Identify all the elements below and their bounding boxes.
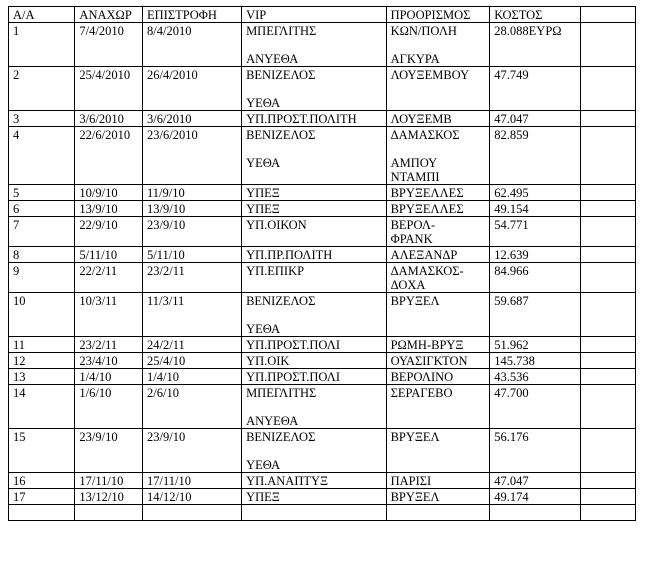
cell-destination-line: ΝΤΑΜΠΙ (390, 170, 440, 184)
cell-return: 5/11/10 (143, 247, 242, 263)
table-row (9, 111, 636, 127)
cell-return: 8/4/2010 (143, 23, 242, 67)
cell-aa: 5 (9, 185, 75, 201)
cell-cost: 43.536 (490, 369, 581, 385)
cell-destination-line: ΒΡΥΞΕΛ (390, 294, 440, 308)
cell-destination-line: ΒΕΡΟΛΙΝΟ (390, 370, 454, 384)
cell-vip-line (246, 506, 383, 520)
cell-aa: 9 (9, 263, 75, 293)
cell-vip (242, 111, 387, 127)
cell-vip-line: ΒΕΝΙΖΕΛΟΣ (246, 68, 316, 82)
cell-departure: 10/3/11 (75, 293, 143, 337)
table-row (9, 293, 636, 337)
cell-return: 11/3/11 (143, 293, 242, 337)
cell-destination-line (391, 38, 487, 52)
cell-return: 23/9/10 (143, 217, 242, 247)
cell-extra (581, 353, 636, 369)
cell-destination-line: ΠΑΡΙΣΙ (390, 474, 432, 488)
cell-destination-line: ΒΡΥΞΕΛ (390, 490, 440, 504)
cell-destination-line (391, 506, 487, 520)
table-row (9, 127, 636, 185)
cell-cost: 145.738 (490, 353, 581, 369)
cell-return: 26/4/2010 (143, 67, 242, 111)
cell-destination-line: ΚΩΝ/ΠΟΛΗ (390, 24, 457, 38)
cell-cost: 51.962 (490, 337, 581, 353)
cell-return: 14/12/10 (143, 489, 242, 505)
cell-vip-line: ΥΠ.ΟΙΚ (246, 354, 290, 368)
cell-destination-line: ΣΕΡΑΓΕΒΟ (390, 386, 453, 400)
header-departure: ΑΝΑΧΩΡ (75, 7, 143, 23)
cell-vip (242, 353, 387, 369)
cell-destination (386, 429, 490, 473)
cell-destination (386, 23, 490, 67)
cell-extra (581, 185, 636, 201)
cell-cost: 47.047 (490, 473, 581, 489)
cell-destination-line: ΡΩΜΗ-ΒΡΥΞ (390, 338, 464, 352)
trips-table (8, 6, 636, 521)
cell-aa: 10 (9, 293, 75, 337)
cell-destination (386, 201, 490, 217)
cell-departure: 5/11/10 (75, 247, 143, 263)
cell-return: 23/2/11 (143, 263, 242, 293)
cell-return: 25/4/10 (143, 353, 242, 369)
cell-destination (386, 293, 490, 337)
cell-aa: 11 (9, 337, 75, 353)
cell-departure: 25/4/2010 (75, 67, 143, 111)
cell-vip-line: ΥΠΕΞ (246, 202, 280, 216)
cell-aa: 2 (9, 67, 75, 111)
cell-return: 1/4/10 (143, 369, 242, 385)
cell-destination (386, 473, 490, 489)
cell-extra (581, 337, 636, 353)
cell-vip (242, 201, 387, 217)
cell-vip-line: ΥΕΘΑ (246, 322, 281, 336)
cell-destination-line (391, 142, 487, 156)
cell-vip (242, 127, 387, 185)
cell-departure: 22/6/2010 (75, 127, 143, 185)
cell-vip (242, 473, 387, 489)
cell-departure: 23/4/10 (75, 353, 143, 369)
cell-cost: 49.154 (490, 201, 581, 217)
cell-cost: 28.088ΕΥΡΩ (490, 23, 581, 67)
cell-departure: 23/9/10 (75, 429, 143, 473)
cell-destination-line: ΔΑΜΑΣΚΟΣ- (390, 264, 464, 278)
cell-departure: 22/2/11 (75, 263, 143, 293)
table-row (9, 185, 636, 201)
cell-return: 17/11/10 (143, 473, 242, 489)
cell-vip-line: ΥΠ.ΕΠΙΚΡ (246, 264, 305, 278)
table-row (9, 247, 636, 263)
cell-extra (581, 429, 636, 473)
cell-extra (581, 473, 636, 489)
table-row (9, 369, 636, 385)
cell-destination (386, 127, 490, 185)
cell-cost: 49.174 (490, 489, 581, 505)
cell-extra (581, 385, 636, 429)
cell-vip-line: ΥΠ.ΠΡΟΣΤ.ΠΟΛΙ (246, 338, 341, 352)
table-row (9, 385, 636, 429)
cell-departure: 17/11/10 (75, 473, 143, 489)
cell-extra (581, 505, 636, 521)
cell-vip-line (246, 444, 383, 458)
cell-destination-line: ΑΛΕΞΑΝΔΡ (390, 248, 458, 262)
cell-extra (581, 489, 636, 505)
cell-vip-line (246, 82, 383, 96)
cell-vip-line (246, 142, 383, 156)
cell-destination (386, 505, 490, 521)
cell-destination (386, 369, 490, 385)
cell-aa: 4 (9, 127, 75, 185)
cell-extra (581, 369, 636, 385)
cell-vip-line: ΑΝΥΕΘΑ (246, 414, 299, 428)
cell-extra (581, 217, 636, 247)
cell-vip (242, 337, 387, 353)
cell-vip (242, 263, 387, 293)
cell-departure: 23/2/11 (75, 337, 143, 353)
header-return: ΕΠΙΣΤΡΟΦΗ (143, 7, 242, 23)
table-row (9, 337, 636, 353)
cell-aa: 17 (9, 489, 75, 505)
cell-departure: 10/9/10 (75, 185, 143, 201)
cell-aa: 14 (9, 385, 75, 429)
cell-cost: 47.749 (490, 67, 581, 111)
cell-aa: 8 (9, 247, 75, 263)
cell-return: 3/6/2010 (143, 111, 242, 127)
cell-aa: 12 (9, 353, 75, 369)
table-row (9, 201, 636, 217)
cell-vip (242, 293, 387, 337)
cell-departure: 13/9/10 (75, 201, 143, 217)
cell-cost: 62.495 (490, 185, 581, 201)
table-row (9, 217, 636, 247)
cell-vip-line (246, 38, 383, 52)
cell-aa: 7 (9, 217, 75, 247)
cell-aa: 1 (9, 23, 75, 67)
cell-destination (386, 247, 490, 263)
cell-departure: 1/6/10 (75, 385, 143, 429)
cell-aa: 6 (9, 201, 75, 217)
cell-departure: 13/12/10 (75, 489, 143, 505)
cell-cost: 84.966 (490, 263, 581, 293)
table-row (9, 489, 636, 505)
cell-extra (581, 263, 636, 293)
cell-aa: 15 (9, 429, 75, 473)
cell-destination-line: ΔΟΧΑ (390, 278, 426, 292)
cell-vip-line (246, 400, 383, 414)
cell-vip (242, 185, 387, 201)
cell-vip-line: ΥΕΘΑ (246, 96, 281, 110)
cell-destination-line: ΦΡΑΝΚ (390, 232, 433, 246)
cell-aa (9, 505, 75, 521)
cell-vip-line: ΒΕΝΙΖΕΛΟΣ (246, 128, 316, 142)
cell-destination-line: ΟΥΑΣΙΓΚΤΟΝ (390, 354, 468, 368)
cell-vip-line: ΥΠ.ΠΡΟΣΤ.ΠΟΛΙΤΗ (246, 112, 357, 126)
cell-extra (581, 247, 636, 263)
cell-extra (581, 127, 636, 185)
cell-aa: 3 (9, 111, 75, 127)
cell-vip-line: ΥΕΘΑ (246, 156, 281, 170)
cell-vip-line: ΥΠΕΞ (246, 186, 280, 200)
cell-vip (242, 247, 387, 263)
cell-destination (386, 111, 490, 127)
cell-departure (75, 505, 143, 521)
cell-cost: 56.176 (490, 429, 581, 473)
cell-destination-line: ΔΑΜΑΣΚΟΣ (390, 128, 460, 142)
cell-destination (386, 67, 490, 111)
cell-vip (242, 505, 387, 521)
table-row (9, 263, 636, 293)
cell-vip-line: ΥΠΕΞ (246, 490, 280, 504)
table-row (9, 505, 636, 521)
header-destination: ΠΡΟΟΡΙΣΜΟΣ (386, 7, 490, 23)
header-aa: Α/Α (9, 7, 75, 23)
cell-cost: 47.700 (490, 385, 581, 429)
cell-vip-line: ΜΠΕΓΛΙΤΗΣ (246, 386, 317, 400)
cell-vip-line: ΜΠΕΓΛΙΤΗΣ (246, 24, 317, 38)
header-cost: ΚΟΣΤΟΣ (490, 7, 581, 23)
cell-aa: 13 (9, 369, 75, 385)
cell-vip (242, 489, 387, 505)
cell-vip-line (246, 308, 383, 322)
cell-vip-line: ΥΠ.ΟΙΚΟΝ (246, 218, 307, 232)
cell-return: 23/9/10 (143, 429, 242, 473)
cell-destination-line: ΑΜΠΟΥ (390, 156, 438, 170)
cell-extra (581, 67, 636, 111)
cell-destination-line: ΒΕΡΟΛ- (390, 218, 436, 232)
cell-return (143, 505, 242, 521)
cell-departure: 22/9/10 (75, 217, 143, 247)
cell-extra (581, 201, 636, 217)
cell-destination-line: ΛΟΥΞΕΜΒ (390, 112, 452, 126)
cell-aa: 16 (9, 473, 75, 489)
cell-return: 24/2/11 (143, 337, 242, 353)
cell-cost: 47.047 (490, 111, 581, 127)
cell-destination (386, 353, 490, 369)
table-row (9, 67, 636, 111)
table-row (9, 473, 636, 489)
header-vip: VIP (242, 7, 387, 23)
cell-extra (581, 23, 636, 67)
cell-cost: 82.859 (490, 127, 581, 185)
cell-vip (242, 369, 387, 385)
cell-destination-line: ΒΡΥΞΕΛΛΕΣ (390, 186, 464, 200)
cell-cost (490, 505, 581, 521)
cell-vip-line: ΒΕΝΙΖΕΛΟΣ (246, 294, 316, 308)
cell-return: 11/9/10 (143, 185, 242, 201)
cell-vip (242, 385, 387, 429)
header-extra (581, 7, 636, 23)
table-row (9, 353, 636, 369)
cell-destination-line: ΑΓΚΥΡΑ (390, 52, 440, 66)
cell-vip-line: ΥΠ.ΠΡΟΣΤ.ΠΟΛΙ (246, 370, 341, 384)
cell-return: 13/9/10 (143, 201, 242, 217)
cell-destination (386, 337, 490, 353)
cell-destination (386, 185, 490, 201)
cell-departure: 3/6/2010 (75, 111, 143, 127)
cell-destination (386, 217, 490, 247)
cell-cost: 54.771 (490, 217, 581, 247)
cell-vip-line: ΥΠ.ΑΝΑΠΤΥΞ (246, 474, 329, 488)
cell-destination-line: ΒΡΥΞΕΛΛΕΣ (390, 202, 464, 216)
cell-destination (386, 263, 490, 293)
cell-vip (242, 217, 387, 247)
cell-extra (581, 293, 636, 337)
cell-vip-line: ΥΕΘΑ (246, 458, 281, 472)
cell-destination-line: ΛΟΥΞΕΜΒΟΥ (390, 68, 470, 82)
cell-destination (386, 489, 490, 505)
cell-vip (242, 23, 387, 67)
cell-departure: 1/4/10 (75, 369, 143, 385)
cell-vip-line: ΥΠ.ΠΡ.ΠΟΛΙΤΗ (246, 248, 333, 262)
cell-cost: 59.687 (490, 293, 581, 337)
cell-destination-line: ΒΡΥΞΕΛ (390, 430, 440, 444)
cell-vip (242, 429, 387, 473)
cell-vip-line: ΑΝΥΕΘΑ (246, 52, 299, 66)
cell-return: 2/6/10 (143, 385, 242, 429)
cell-vip-line: ΒΕΝΙΖΕΛΟΣ (246, 430, 316, 444)
cell-cost: 12.639 (490, 247, 581, 263)
cell-vip (242, 67, 387, 111)
cell-departure: 7/4/2010 (75, 23, 143, 67)
table-row (9, 429, 636, 473)
cell-extra (581, 111, 636, 127)
cell-return: 23/6/2010 (143, 127, 242, 185)
cell-destination (386, 385, 490, 429)
header-row (9, 7, 636, 23)
table-row (9, 23, 636, 67)
